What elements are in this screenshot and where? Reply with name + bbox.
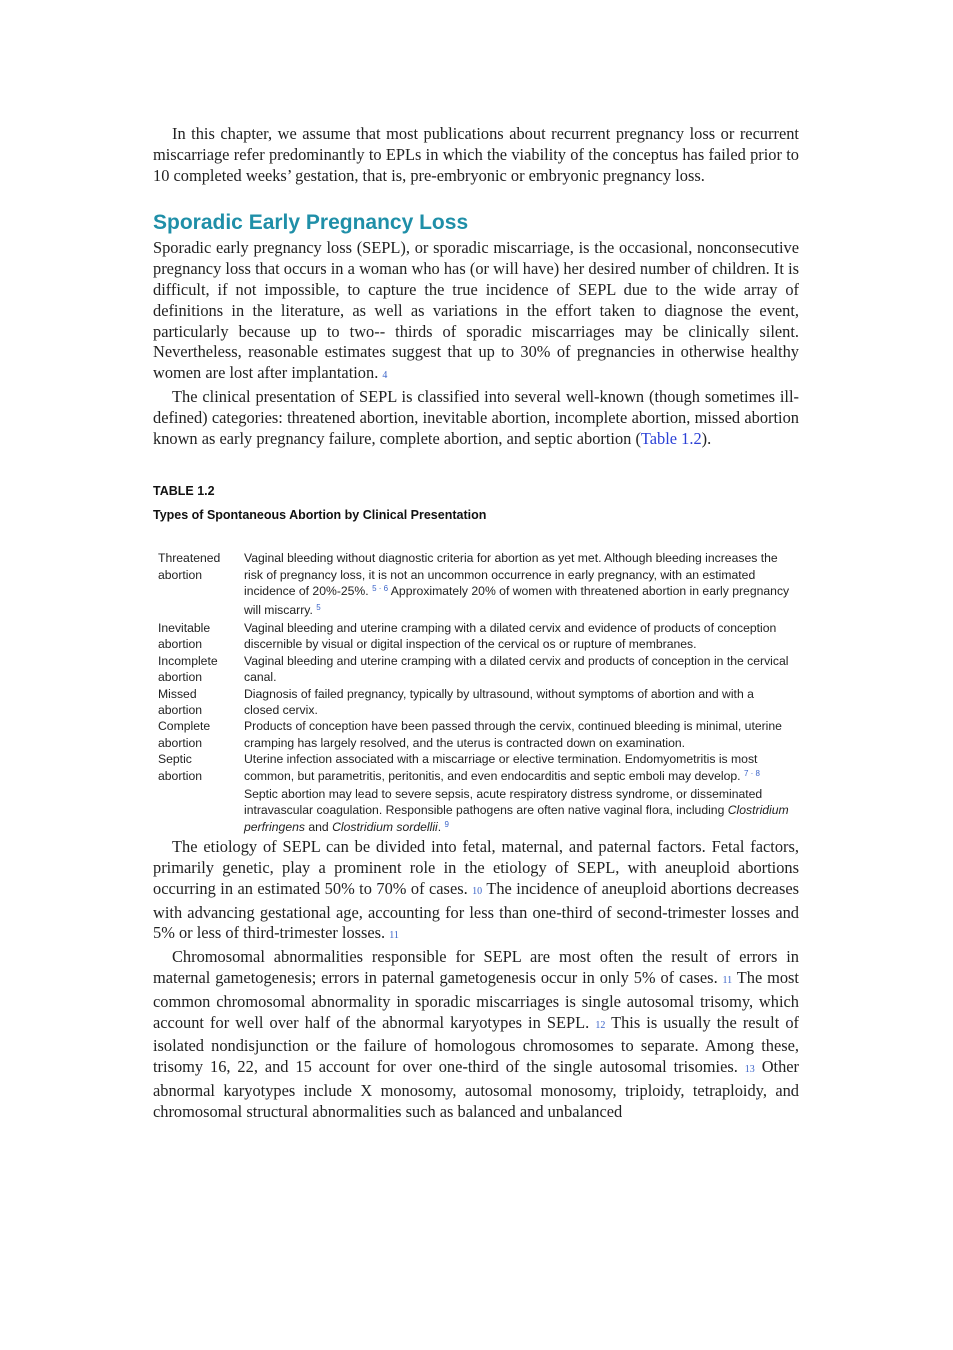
citation[interactable]: 4 [382, 370, 388, 382]
definition-cell: Vaginal bleeding without diagnostic criteria for abortion as yet met. Although bleeding increases the risk of pregnancy loss, it is not an uncommon occurrence in early pregnancy, with an estimated incidence of 20%-25%. $^{5 \cdot 6}$ Approximately 20% of women with threatened abortion in early pregnancy will miscarry. $^5$ [244, 551, 790, 617]
table-reference-link[interactable]: Table 1.2 [640, 428, 702, 448]
organism-name: Clostridium sordellii [332, 819, 438, 834]
citation[interactable]: 5 · 6 [372, 584, 389, 594]
table-number: TABLE 1.2 [153, 484, 215, 499]
term-cell: Inevitable abortion [158, 620, 211, 652]
document-page [153, 124, 799, 1123]
paragraph-text: Sporadic early pregnancy loss (SEPL), or sporadic miscarriage, is the occasional, nonconsecutive pregnancy loss that occurs in a woman who has (or will have) her desired number of children. It is difficult, if not impossible, to capture the true incidence of SEPL due to the wide array of definitions in the literature, as well as variations in the effort taken to diagnose the event, particularly because up to two-- thirds of sporadic miscarriages may be clinically silent. Nevertheless, reasonable estimates suggest that up to 30% of pregnancies in otherwise healthy women are lost after implantation. [153, 238, 799, 383]
paragraph-text-end: ). [701, 428, 712, 448]
table-row [158, 653, 792, 686]
table-row [158, 550, 792, 620]
definition-cell: Vaginal bleeding and uterine cramping with a dilated cervix and products of conception in the cervical canal. [244, 653, 789, 685]
citation[interactable]: 11 [722, 975, 733, 987]
paragraph-etiology: The etiology of SEPL can be divided into fetal, maternal, and paternal factors. Fetal factors, primarily genetic, play a prominent role in the etiology of SEPL, with aneuploid abortions occurring in an estimated 50% to 70% of cases. 10 The incidence of aneuploid abortions decreases with advancing gestational age, accounting for less than one-third of second-trimester losses and 5% or less of third-trimester losses. 11 [153, 837, 799, 943]
term-cell: Incomplete abortion [158, 653, 218, 685]
section-heading: Sporadic Early Pregnancy Loss [153, 211, 469, 235]
term-cell: Complete abortion [158, 719, 211, 750]
paragraph-clinical-presentation [153, 387, 799, 449]
paragraph-chromosomal: Chromosomal abnormalities responsible for SEPL are most often the result of errors in maternal gametogenesis; errors in paternal gametogenesis occur in only 5% of cases. 11 The most common chromosomal abnormality in sporadic miscarriages is single autosomal trisomy, which account for well over half of the abnormal karyotypes in SEPL. 12 This is usually the result of isolated nondisjunction or the failure of homologous chromosomes to separate. Among these, trisomy 16, 22, and 15 account for over one-third of the single autosomal trisomies. 13 Other abnormal karyotypes include X monosomy, autosomal monosomy, triploidy, tetraploidy, and chromosomal structural abnormalities such as balanced and unbalanced [153, 947, 800, 1121]
definition-cell: Products of conception have been passed through the cervix, continued bleeding is minimal, uterine cramping has largely resolved, and the uterus is contracted down on examination. [244, 719, 782, 750]
citation[interactable]: 9 [444, 819, 449, 829]
table-row [158, 718, 792, 751]
definition-cell: Uterine infection associated with a miscarriage or elective termination. Endomyometritis is most common, but parametritis, peritonitis, and even endocarditis and septic emboli may develop. $^{7 \cdot 8}$ Septic abortion may lead to severe sepsis, acute respiratory distress syndrome, or disseminated intravascular coagulation. Responsible pathogens are often native vaginal flora, including Clostridium perfringens and Clostridium sordellii. $^9$ [244, 752, 789, 834]
citation[interactable]: 7 · 8 [743, 768, 760, 778]
definition-cell: Diagnosis of failed pregnancy, typically by ultrasound, without symptoms of abortion and with a closed cervix. [244, 686, 754, 718]
citation[interactable]: 5 [316, 602, 321, 612]
table-row [158, 620, 792, 653]
organism-name: Clostridium perfringens [244, 803, 789, 834]
citation[interactable]: 11 [389, 930, 399, 942]
term-cell: Septic abortion [158, 752, 203, 783]
paragraph-sepl-definition [153, 238, 799, 387]
term-cell: Missed abortion [158, 686, 203, 718]
citation[interactable]: 12 [595, 1019, 606, 1031]
citation[interactable]: 13 [744, 1064, 755, 1076]
paragraph-text: The clinical presentation of SEPL is classified into several well-known (though sometimes ill-defined) categories: threatened abortion, inevitable abortion, incomplete abortion, missed abortion known as early pregnancy failure, complete abortion, and septic abortion ( [153, 386, 799, 448]
term-cell: Threatened abortion [158, 551, 221, 582]
intro-paragraph: In this chapter, we assume that most publications about recurrent pregnancy loss or recurrent miscarriage refer predominantly to EPLs in which the viability of the conceptus has failed prior to 10 completed weeks’ gestation, that is, pre-embryonic or embryonic pregnancy loss. [153, 124, 799, 185]
definition-cell: Vaginal bleeding and uterine cramping with a dilated cervix and evidence of products of conception discernible by visual or digital inspection of the cervical os or rupture of membranes. [244, 620, 777, 652]
citation[interactable]: 10 [472, 885, 483, 897]
table-row [158, 751, 792, 837]
table-row [158, 686, 792, 719]
abortion-types-table [158, 550, 792, 837]
table-title: Types of Spontaneous Abortion by Clinical Presentation [153, 508, 487, 523]
